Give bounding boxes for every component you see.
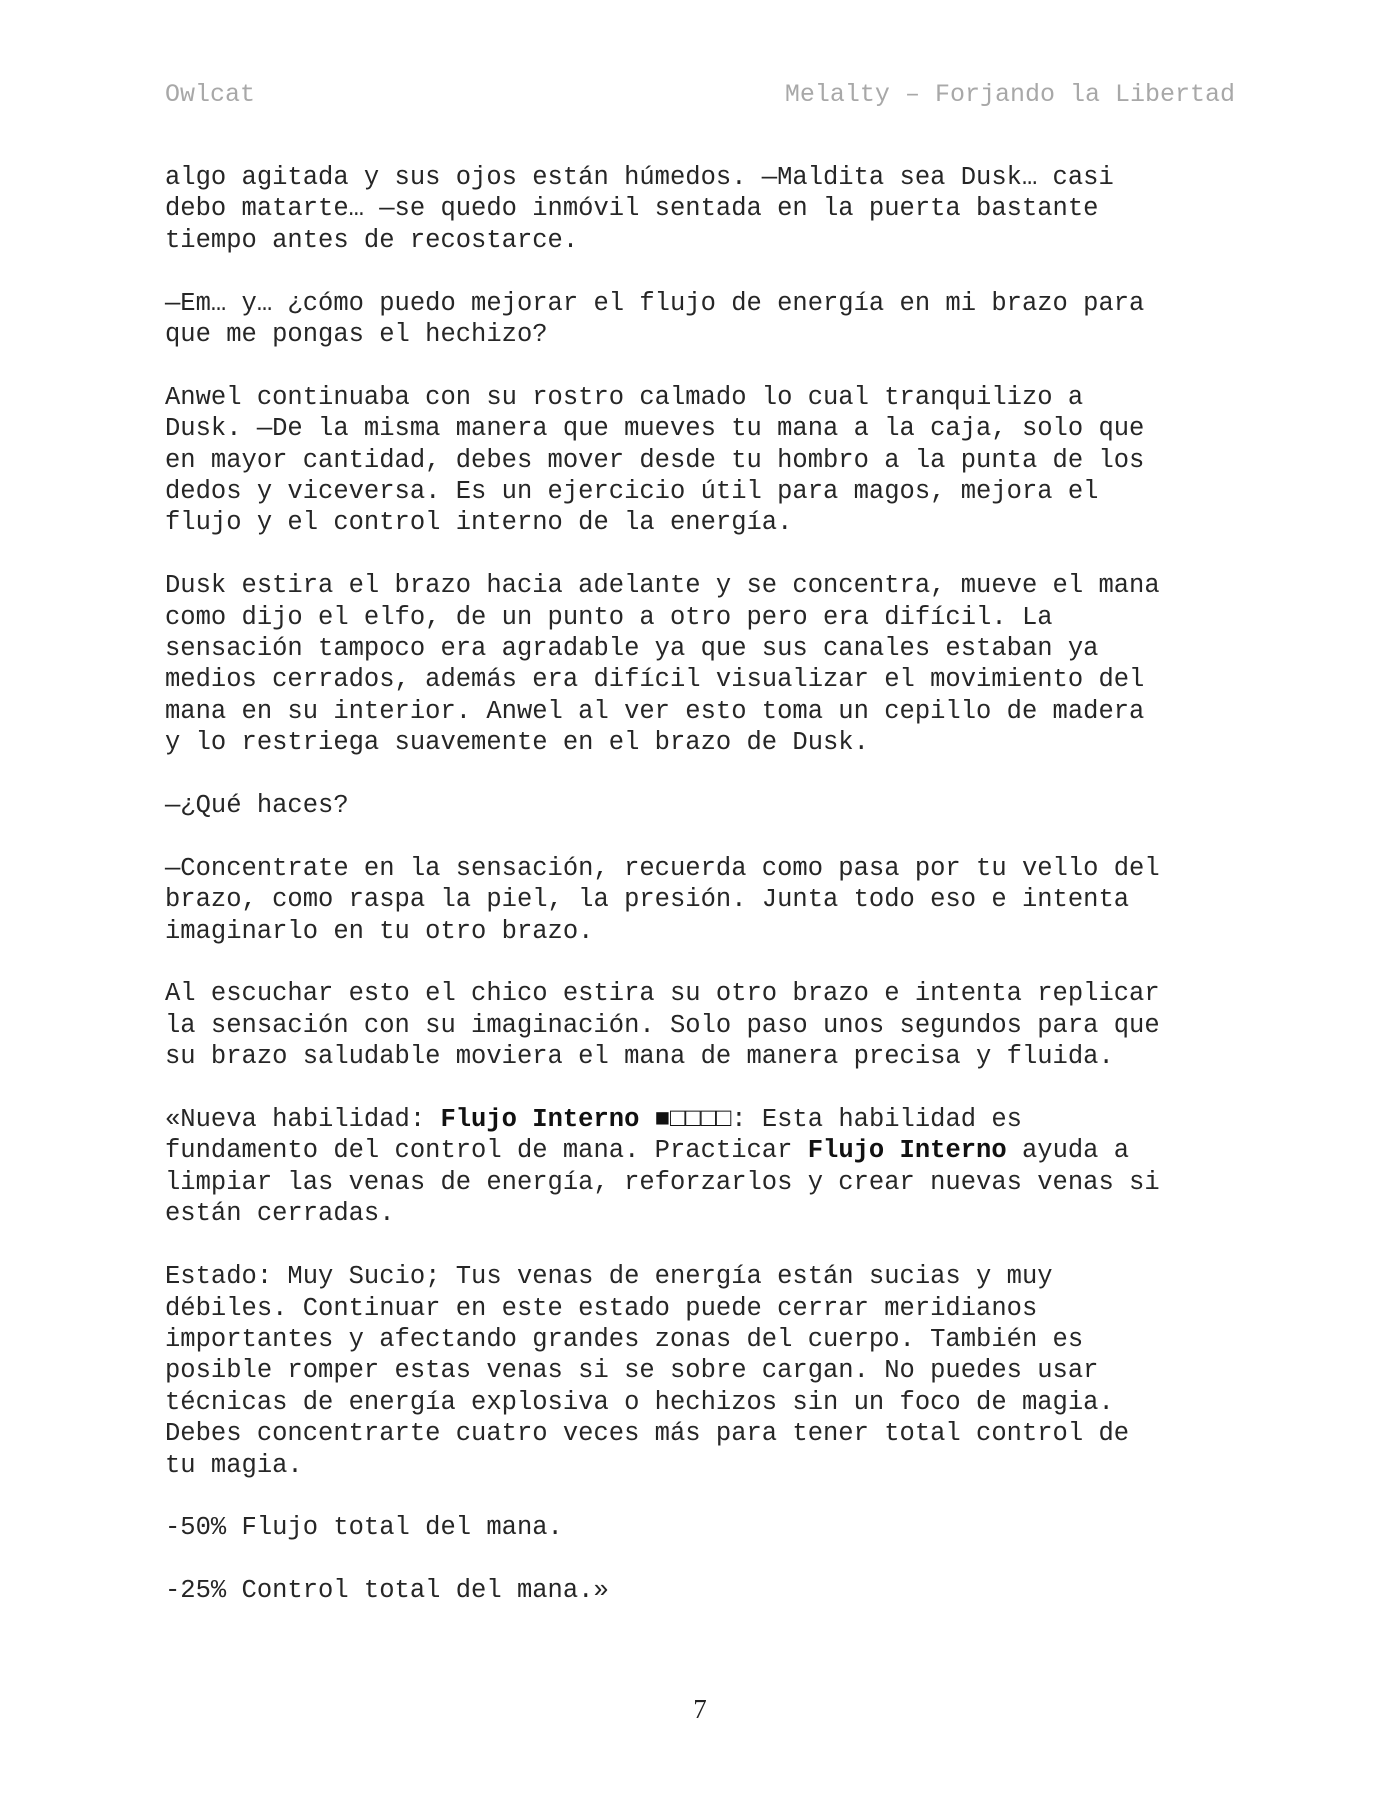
paragraph: —¿Qué haces? <box>165 791 349 821</box>
paragraph: algo agitada y sus ojos están húmedos. —Maldita sea Dusk… casi debo matarte… —se quedo inmóvil sentada en la puerta bastante tiempo antes de recostarce. <box>165 163 1114 255</box>
text-segment: «Nueva habilidad: <box>165 1105 441 1135</box>
text-segment <box>639 1105 654 1134</box>
bold-text: Flujo Interno <box>807 1136 1007 1166</box>
bold-text: Flujo Interno <box>440 1105 640 1135</box>
bold-text: ■□□□□ <box>654 1105 732 1135</box>
paragraph: Estado: Muy Sucio; Tus venas de energía están sucias y muy débiles. Continuar en este estado puede cerrar meridianos importantes y afectando grandes zonas del cuerpo. También es posible romper estas venas si se sobre cargan. No puedes usar técnicas de energía explosiva o hechizos sin un foco de magia. Debes concentrarte cuatro veces más para tener total control de tu magia. <box>165 1262 1130 1480</box>
page-number: 7 <box>693 1694 707 1724</box>
text-segment: ayuda a limpiar las venas de energía, reforzarlos y crear nuevas venas si están cerradas. <box>165 1136 1160 1229</box>
paragraph: —Concentrate en la sensación, recuerda como pasa por tu vello del brazo, como raspa la piel, la presión. Junta todo eso e intenta imaginarlo en tu otro brazo. <box>165 853 1160 946</box>
header-author: Owlcat <box>165 80 256 109</box>
page-body <box>165 162 1235 1607</box>
page-header <box>165 80 1235 116</box>
paragraph: Al escuchar esto el chico estira su otro brazo e intenta replicar la sensación con su imaginación. Solo paso unos segundos para que su brazo saludable moviera el mana de manera precisa y fluida. <box>165 979 1160 1072</box>
paragraph: -50% Flujo total del mana. <box>165 1513 563 1543</box>
text-segment: : Esta habilidad es fundamento del control de mana. Practicar <box>165 1105 1022 1166</box>
paragraph: Dusk estira el brazo hacia adelante y se concentra, mueve el mana como dijo el elfo, de un punto a otro pero era difícil. La sensación tampoco era agradable ya que sus canales estaban ya medios cerrados, además era difícil visualizar el movimiento del mana en su interior. Anwel al ver esto toma un cepillo de madera y lo restriega suavemente en el brazo de Dusk. <box>165 571 1160 758</box>
paragraph: -25% Control total del mana.» <box>165 1576 609 1606</box>
paragraph <box>165 1104 1235 1230</box>
header-title: Melalty – Forjando la Libertad <box>784 80 1235 109</box>
paragraph: —Em… y… ¿cómo puedo mejorar el flujo de energía en mi brazo para que me pongas el hechizo? <box>165 288 1145 350</box>
paragraph: Anwel continuaba con su rostro calmado lo cual tranquilizo a Dusk. —De la misma manera que mueves tu mana a la caja, solo que en mayor cantidad, debes mover desde tu hombro a la punta de los dedos y viceversa. Es un ejercicio útil para magos, mejora el flujo y el control interno de la energía. <box>165 382 1145 538</box>
